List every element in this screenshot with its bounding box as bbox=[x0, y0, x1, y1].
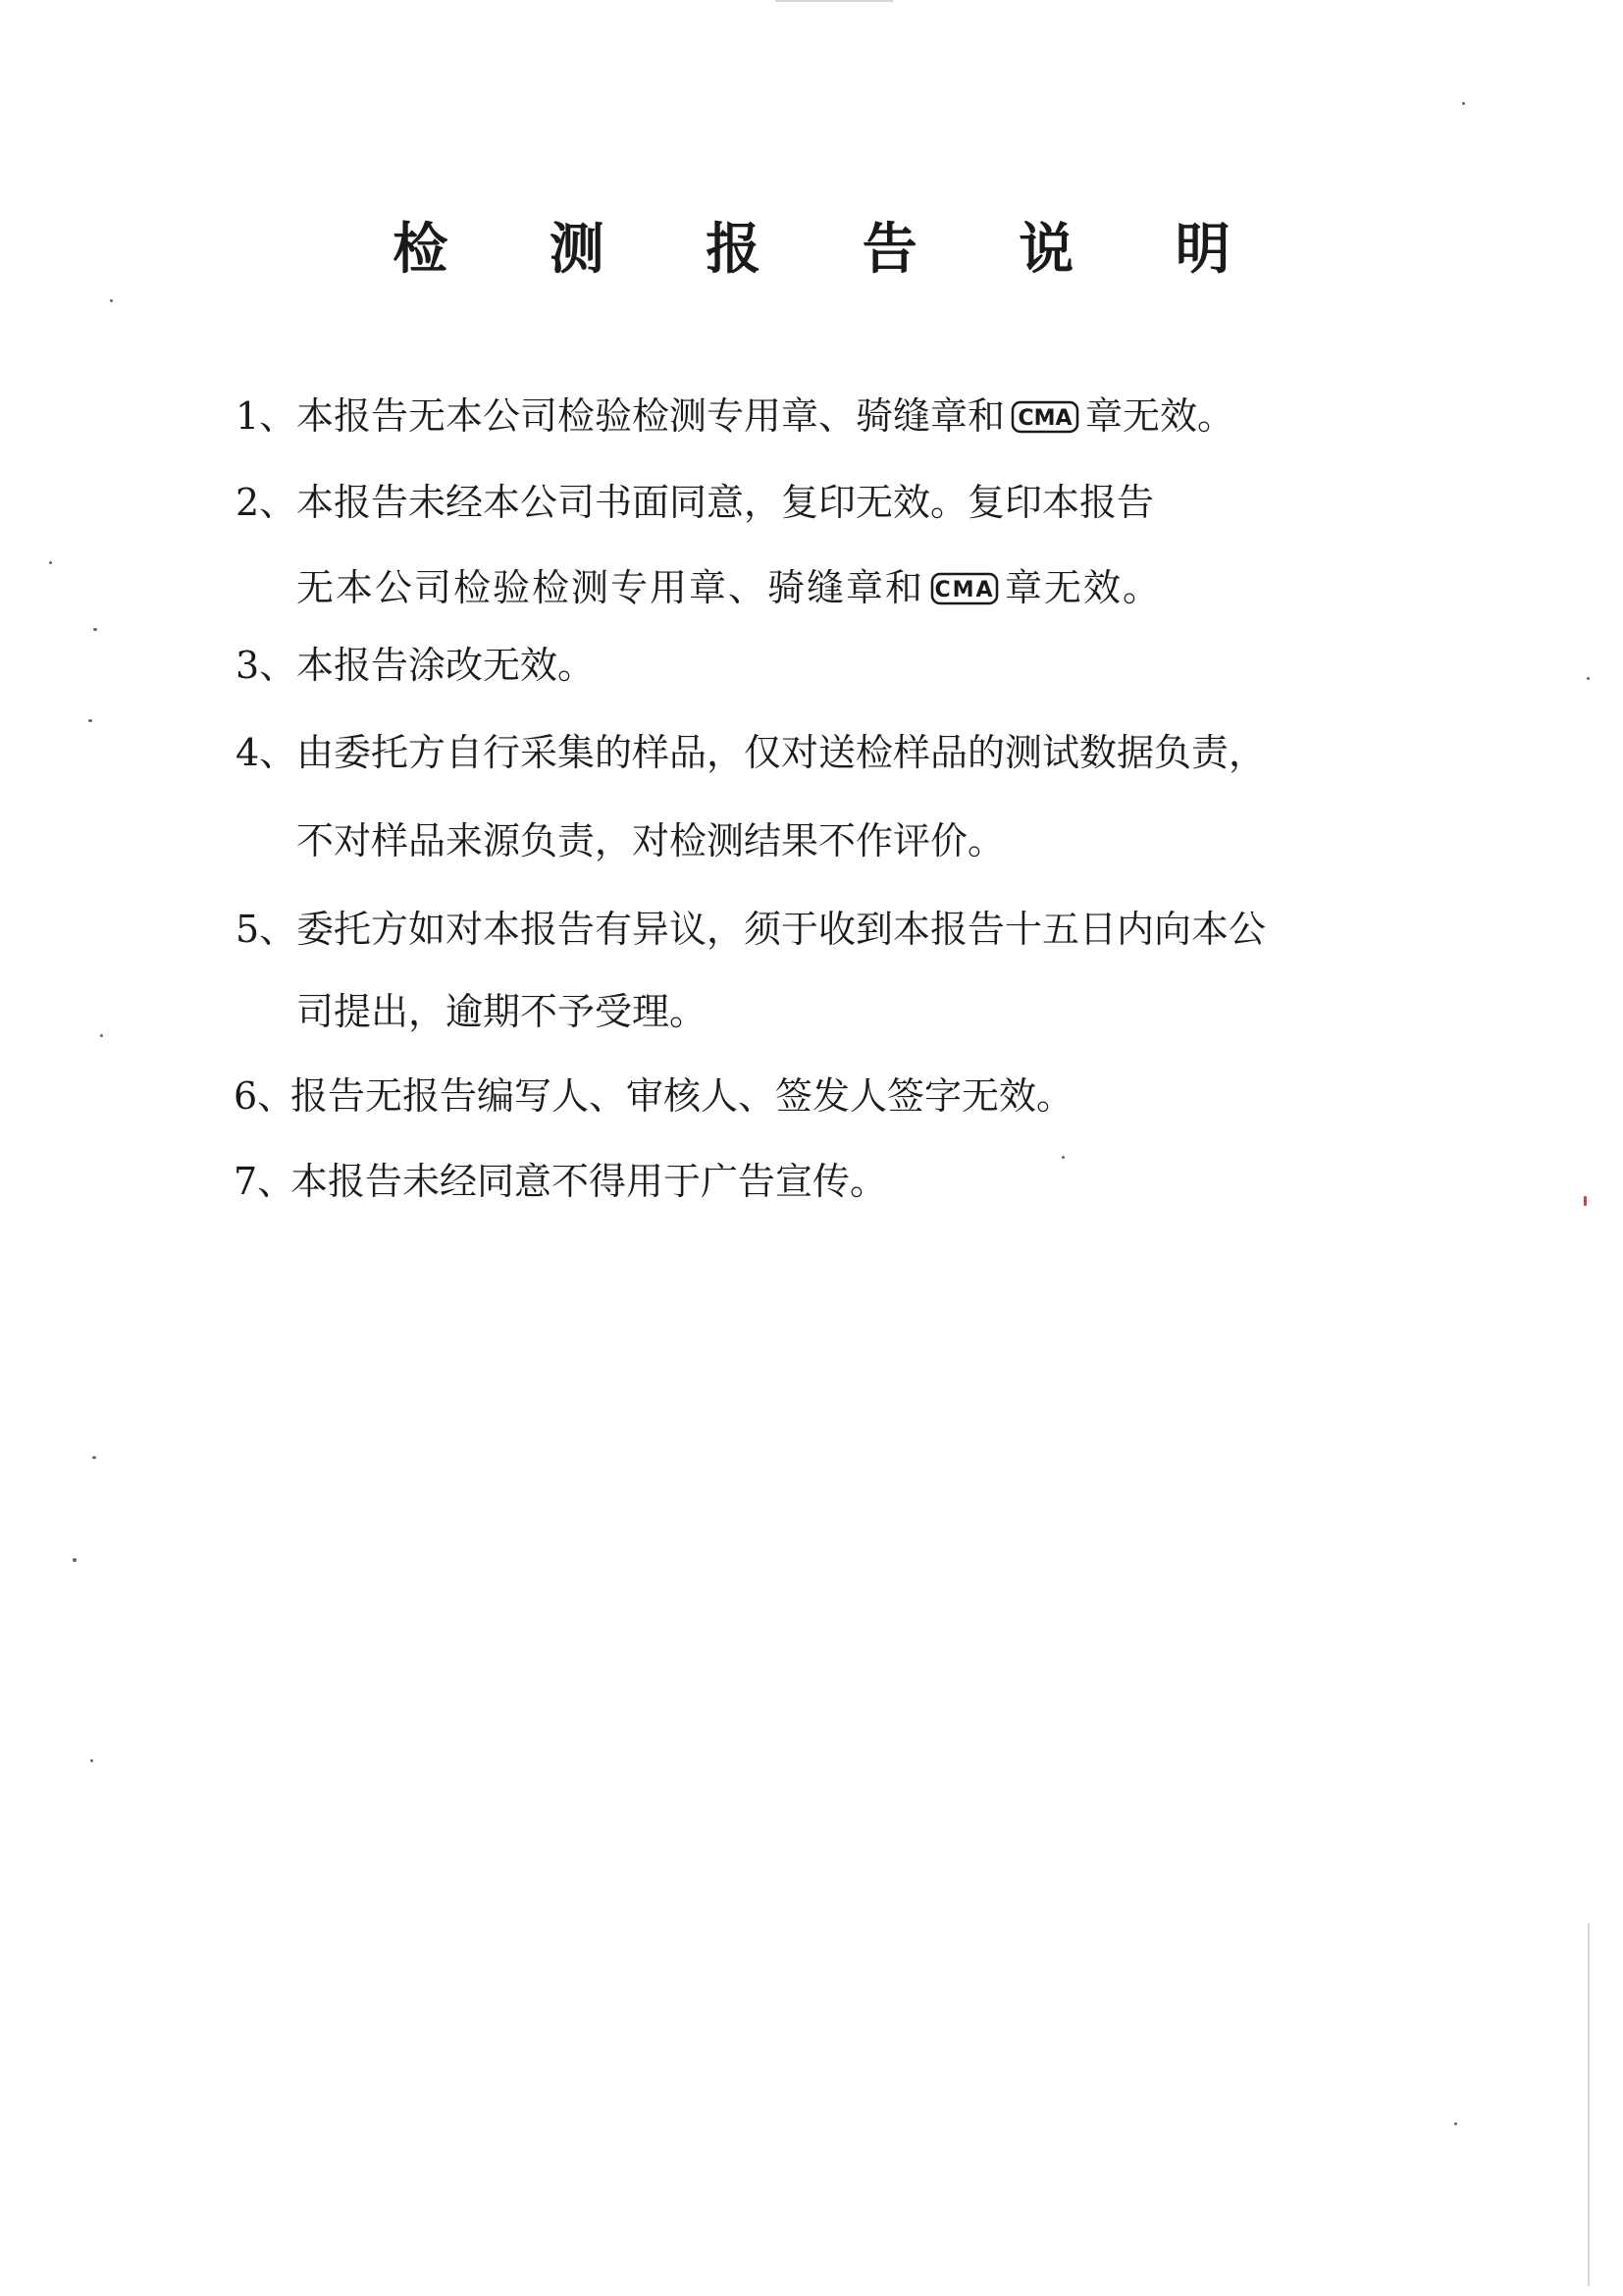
scan-edge-line bbox=[1588, 1923, 1590, 2286]
scan-speck bbox=[110, 299, 113, 302]
scan-speck bbox=[73, 1558, 77, 1562]
item-number: 3、 bbox=[236, 644, 297, 687]
scan-edge-line bbox=[775, 0, 893, 2]
scan-speck bbox=[93, 628, 97, 631]
item-text: 本报告涂改无效。 bbox=[296, 644, 596, 687]
item-line bbox=[296, 731, 1267, 774]
item-number: 4、 bbox=[236, 731, 297, 774]
page-title: 检 测 报 告 说 明 bbox=[393, 218, 1272, 282]
scan-speck bbox=[1454, 2122, 1457, 2125]
scan-speck bbox=[90, 1759, 93, 1762]
item-line bbox=[296, 819, 1006, 862]
item-number: 5、 bbox=[236, 908, 297, 951]
item-text: 不对样品来源负责，对检测结果不作评价。 bbox=[296, 819, 1006, 862]
item-line bbox=[296, 644, 596, 687]
item-text: 章无效。 bbox=[1085, 394, 1235, 438]
item-line bbox=[296, 990, 707, 1033]
scan-speck bbox=[1587, 677, 1590, 680]
item-number: 6、 bbox=[234, 1074, 295, 1118]
item-text: 报告无报告编写人、审核人、签发人签字无效。 bbox=[290, 1074, 1074, 1118]
item-line bbox=[296, 394, 1235, 440]
item-text: 无本公司检验检测专用章、骑缝章和 bbox=[296, 566, 925, 609]
scan-speck bbox=[1462, 102, 1465, 105]
scan-speck bbox=[92, 1456, 96, 1459]
scan-speck bbox=[1062, 1156, 1065, 1159]
item-text: 司提出，逾期不予受理。 bbox=[296, 990, 707, 1033]
item-number: 2、 bbox=[236, 481, 297, 524]
scan-speck bbox=[100, 1034, 103, 1037]
item-number: 7、 bbox=[234, 1160, 295, 1203]
item-text: 本报告未经同意不得用于广告宣传。 bbox=[290, 1160, 888, 1203]
svg-text:CMA: CMA bbox=[934, 577, 995, 602]
scan-speck bbox=[88, 719, 92, 722]
cma-mark-icon bbox=[930, 572, 999, 605]
cma-mark-icon bbox=[1011, 400, 1079, 434]
item-line bbox=[296, 566, 1163, 611]
item-line bbox=[290, 1160, 888, 1203]
scan-speck bbox=[49, 561, 52, 564]
item-text: 章无效。 bbox=[1005, 566, 1163, 609]
item-text: 本报告未经本公司书面同意，复印无效。复印本报告 bbox=[296, 481, 1155, 524]
item-text: 由委托方自行采集的样品，仅对送检样品的测试数据负责， bbox=[296, 731, 1267, 774]
item-line bbox=[296, 481, 1155, 524]
item-line bbox=[290, 1074, 1074, 1118]
item-text: 委托方如对本报告有异议，须于收到本报告十五日内向本公 bbox=[296, 908, 1267, 951]
item-line bbox=[296, 908, 1267, 951]
scan-speck bbox=[1584, 1196, 1587, 1206]
svg-text:CMA: CMA bbox=[1018, 405, 1073, 431]
item-text: 本报告无本公司检验检测专用章、骑缝章和 bbox=[296, 394, 1006, 438]
item-number: 1、 bbox=[236, 394, 297, 438]
